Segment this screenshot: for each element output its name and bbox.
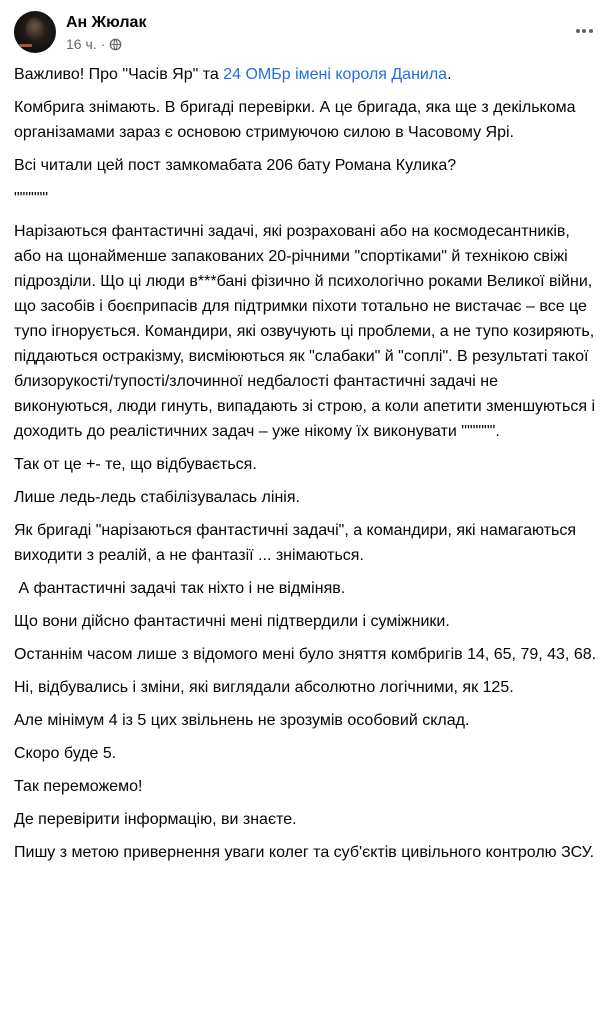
post-paragraph: Нарізаються фантастичні задачі, які розраховані або на космодесантників, або на щонайменше запакованих 20-річними "спортіками" й технікою свіжі підрозділи. Що ці люди в***бані фізично й психологічно роками Великої війни, що засобів і боєприпасів для підтримки піхоти тотально не вистачає – все це тупо ігнорується. Командири, які озвучують ці проблеми, а не тупо козиряють, піддаються остракізму, висміюються як "слабаки" й "соплі". В результаті такої близорукості/тупості/злочинної недбалості фантастичні задачі не виконуються, люди гинуть, випадають зі строю, а коли апетити зменшуються і доходить до реалістичних задач – уже нікому їх виконувати """""".	[14, 223, 600, 440]
post-paragraph: Де перевірити інформацію, ви знаєте.	[14, 811, 297, 828]
post-paragraph: Лише ледь-ледь стабілізувалась лінія.	[14, 489, 300, 506]
unit-page-link[interactable]: 24 ОМБр імені короля Данила	[223, 66, 448, 83]
post-header	[0, 0, 616, 55]
author-name[interactable]: Ан Жюлак	[66, 14, 147, 31]
post-paragraph: Так переможемо!	[14, 778, 143, 795]
intro-text-after: .	[447, 66, 452, 83]
post-paragraph: Останнім часом лише з відомого мені було зняття комбригів 14, 65, 79, 43, 68.	[14, 646, 597, 663]
post-paragraph-intro	[14, 62, 601, 87]
post-paragraph: Але мінімум 4 із 5 цих звільнень не зрозумів особовий склад.	[14, 712, 470, 729]
post-paragraph-quotes: """"""	[14, 190, 49, 207]
post-content	[0, 55, 616, 877]
post-paragraph: А фантастичні задачі так ніхто і не відміняв.	[14, 580, 346, 597]
post-paragraph: Пишу з метою привернення уваги колег та суб'єктів цивільного контролю ЗСУ.	[14, 844, 595, 861]
ellipsis-icon	[576, 29, 593, 33]
post-paragraph: Скоро буде 5.	[14, 745, 117, 762]
post-paragraph: Як бригаді "нарізаються фантастичні задачі", а командири, які намагаються виходити з реалій, а не фантазії ... знімаються.	[14, 522, 581, 564]
globe-icon	[109, 38, 122, 51]
post-header-text	[66, 11, 566, 53]
post-paragraph: Ні, відбувались і зміни, які виглядали абсолютно логічними, як 125.	[14, 679, 514, 696]
post-paragraph: Що вони дійсно фантастичні мені підтвердили і суміжники.	[14, 613, 450, 630]
post-paragraph: Так от це +- те, що відбувається.	[14, 456, 257, 473]
meta-separator: ·	[100, 36, 106, 52]
avatar[interactable]	[14, 11, 56, 53]
post-paragraph: Комбрига знімають. В бригаді перевірки. А це бригада, яка ще з декількома організамами зараз є основою стримуючою силою в Часовому Ярі.	[14, 99, 580, 141]
intro-text-before: Важливо! Про "Часів Яр" та	[14, 66, 224, 83]
post-paragraph: Всі читали цей пост замкомабата 206 бату Романа Кулика?	[14, 157, 457, 174]
more-options-button[interactable]	[566, 13, 602, 49]
timestamp[interactable]: 16 ч.	[66, 36, 97, 52]
post-meta	[66, 35, 566, 53]
